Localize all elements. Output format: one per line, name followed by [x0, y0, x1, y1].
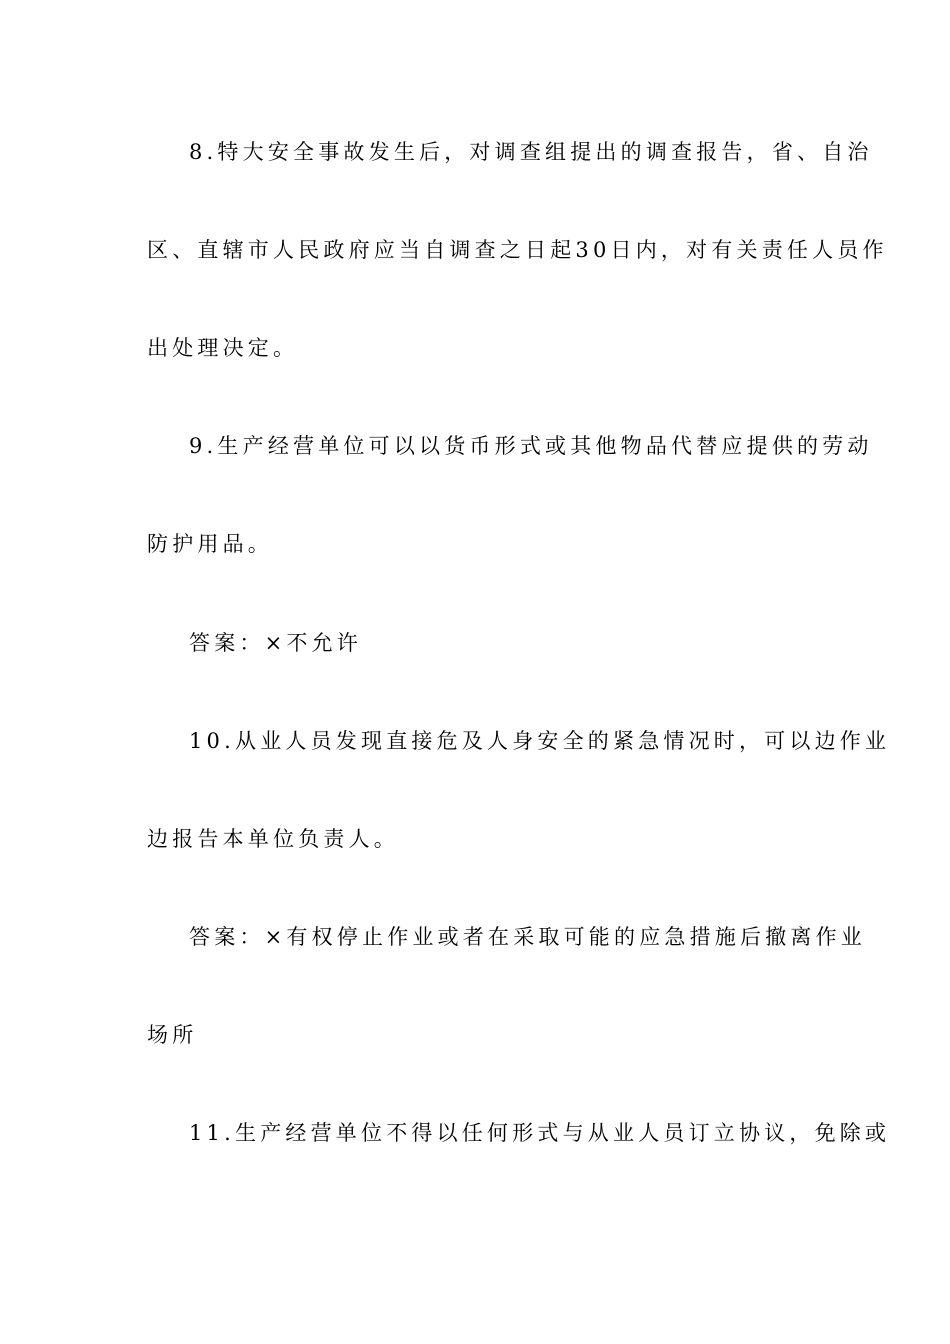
question-8-line-2: 区、直辖市人民政府应当自调查之日起30日内，对有关责任人员作 [147, 238, 888, 262]
answer-9-line-1: 答案：×不允许 [189, 631, 362, 655]
question-11-line-1: 11.生产经营单位不得以任何形式与从业人员订立协议，免除或 [189, 1121, 891, 1145]
question-9-line-1: 9.生产经营单位可以以货币形式或其他物品代替应提供的劳动 [189, 434, 873, 458]
question-10-line-2: 边报告本单位负责人。 [147, 827, 399, 851]
answer-10-line-1: 答案：×有权停止作业或者在采取可能的应急措施后撤离作业 [189, 925, 866, 949]
question-8-line-3: 出处理决定。 [147, 336, 299, 360]
question-9-line-2: 防护用品。 [147, 532, 273, 556]
question-10-line-1: 10.从业人员发现直接危及人身安全的紧急情况时，可以边作业 [189, 729, 891, 753]
answer-10-line-2: 场所 [147, 1023, 198, 1047]
question-8-line-1: 8.特大安全事故发生后，对调查组提出的调查报告，省、自治 [189, 140, 873, 164]
